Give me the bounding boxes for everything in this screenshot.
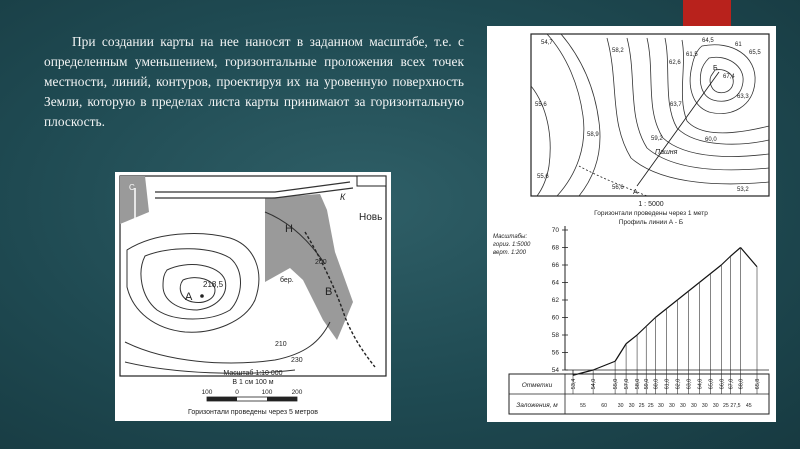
north-label: С [129,183,135,192]
right-map-svg [487,26,776,422]
label-k: К [340,192,346,202]
scale-tick: 100 [261,389,273,396]
distance-label: 55 [580,403,586,409]
y-tick-label: 68 [551,244,559,252]
map-footer: Горизонтали проведены через 5 метров [188,409,318,416]
profile-scale-line: гориз. 1:5000 [493,242,531,248]
y-tick-label: 54 [551,367,559,374]
profile-segment [666,300,677,309]
elevation-label: 63,7 [670,102,682,108]
contour-label: 210 [275,341,287,348]
profile-title: Профиль линии А - Б [618,219,684,226]
mark-label: 55,0 [613,378,620,390]
contour-group [531,34,769,196]
point-a-label: А [185,291,193,303]
mark-label: 67,0 [728,378,735,390]
distance-label: 60 [601,403,608,409]
profile-segment [721,256,730,265]
elevation-label: 56,6 [612,185,624,191]
map-frame [120,176,386,376]
elevation-label: 55,6 [535,102,547,108]
contour-label: 200 [315,259,327,266]
profile-scale-line: верт. 1:200 [493,250,526,256]
scale-subtitle: В 1 см 100 м [232,379,274,386]
scale-bar-fill [267,397,297,401]
distance-label: 27,5 [730,403,741,409]
distance-label: 30 [712,403,719,409]
label-pashnya: Пашня [655,149,678,156]
elevation-label: 65,5 [749,50,761,56]
elevation-label: 60,0 [705,137,717,143]
profile-segment [626,335,637,344]
distance-label: 25 [638,403,645,409]
profile-segment [646,318,655,327]
profile-segment [593,361,615,370]
profile-segment [615,344,626,362]
mark-label: 64,0 [697,378,704,390]
scale-title: Масштаб 1:10 000 [223,370,283,377]
slide-paragraph [44,32,464,132]
y-tick-label: 62 [551,297,559,304]
left-topographic-map [115,172,391,421]
distance-label: 25 [647,403,654,409]
elevation-label: 67,4 [723,74,735,80]
elevation-label: 218,5 [203,280,224,289]
accent-bar [683,0,731,26]
point-a-marker [200,294,204,298]
south-label: Ю [129,225,138,234]
paragraph-text: При создании карты на нее наносят в заданном масштабе, т.е. с определенным уменьшением, горизонтальные проложения всех точек местности, линий, контуров, проектируя их на уровенную поверхность Земли, которую в пределах листа карты принимают за горизонтальную плоскость. [44,34,464,129]
map-scale: 1 : 5000 [638,201,664,208]
label-novy: Новь [359,212,383,223]
road [155,188,353,198]
elevation-label: 64,5 [702,38,714,44]
mark-label: 58,0 [635,378,642,390]
elevation-label: 59,2 [651,136,663,142]
mark-label: 61,0 [664,378,671,390]
y-tick-label: 70 [551,227,559,234]
row-label-marks: Отметки [521,382,553,389]
y-tick-label: 60 [551,314,559,322]
distance-label: 45 [745,403,752,409]
profile-segment [730,248,740,257]
profile-segment [677,291,688,300]
profile-segment [710,265,721,274]
scale-tick: 200 [291,389,303,396]
profile-segment [655,309,666,318]
mark-label: 57,0 [624,378,631,390]
elevation-label: 53,2 [737,187,749,193]
mark-label: 63,0 [686,378,693,390]
distance-label: 25 [722,403,729,409]
elevation-label: 58,2 [612,48,624,54]
label-ber: бер. [280,277,294,284]
distance-label: 30 [701,403,708,409]
y-tick-label: 66 [551,262,559,269]
scale-tick: 100 [201,389,213,396]
contour-line [127,234,259,333]
point-n-label: Н [285,223,293,235]
right-topographic-map [487,26,776,422]
y-tick-label: 56 [551,349,559,357]
left-map-svg [115,172,391,421]
y-tick-label: 58 [551,332,559,339]
mark-label: 60,0 [653,378,660,390]
row-label-distances: Заложения, м [516,402,558,409]
mark-label: 59,0 [644,378,651,390]
elevation-label: 61,5 [686,52,698,58]
shaded-forest [265,194,353,340]
y-tick-label: 64 [551,279,559,287]
scale-bar-fill [207,397,237,401]
mark-label: 65,0 [708,378,715,390]
mark-label: 65,8 [755,378,761,390]
profile-segment [741,248,757,267]
profile-segment [688,283,699,292]
road [155,182,350,192]
scale-tick: 0 [235,389,239,396]
distance-label: 30 [617,403,624,409]
distance-label: 30 [628,403,635,409]
point-v-label: В [325,286,333,298]
point-a-label: А [633,189,638,196]
mark-label: 54,0 [591,378,598,390]
distance-label: 30 [668,403,675,409]
distance-label: 30 [657,403,664,409]
profile-scale-line: Масштабы: [493,234,528,240]
point-b-label: Б [713,65,718,72]
distance-label: 30 [679,403,686,409]
profile-segment [637,326,646,335]
elevation-label: 55,6 [537,174,549,180]
elevation-label: 61 [735,42,742,48]
distance-label: 30 [690,403,697,409]
elevation-label: 63,3 [737,94,749,100]
mark-label: 62,0 [675,378,682,390]
contour-label: 230 [291,357,303,364]
contour-note: Горизонтали проведены через 1 метр [594,210,708,217]
mark-label: 53,4 [571,378,577,390]
profile-chart [552,226,769,409]
elevation-label: 54,7 [541,40,553,46]
profile-segment [699,274,710,283]
mark-label: 68,0 [738,378,745,390]
village-block [357,176,386,186]
mark-label: 66,0 [719,378,726,390]
elevation-label: 62,6 [669,60,681,66]
elevation-label: 58,9 [587,132,599,138]
